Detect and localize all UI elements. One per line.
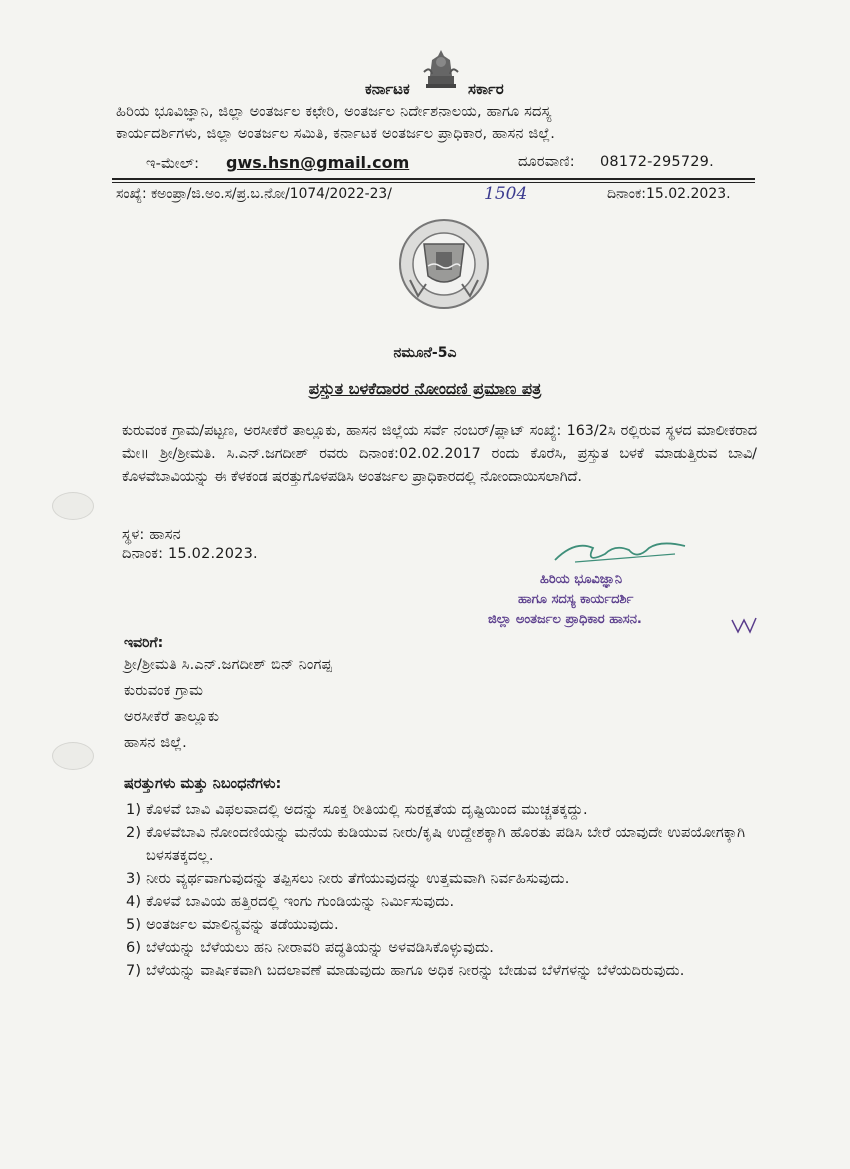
signatory-role: ಹಾಗೂ ಸದಸ್ಯ ಕಾರ್ಯದರ್ಶಿ <box>518 592 634 607</box>
recipient-label: ಇವರಿಗೆ: <box>124 635 164 651</box>
header-rule-thin <box>112 182 755 183</box>
email-label: ಇ-ಮೇಲ್: <box>146 156 200 172</box>
phone-number: 08172-295729. <box>600 154 714 170</box>
issue-date: ದಿನಾಂಕ: 15.02.2023. <box>122 546 258 562</box>
certificate-body: ಕುರುವಂಕ ಗ್ರಾಮ/ಪಟ್ಟಣ, ಅರಸೀಕೆರೆ ತಾಲ್ಲೂಕು, ಹಾಸನ ಜಿಲ್ಲೆಯ ಸರ್ವೆ ನಂಬರ್/ಪ್ಲಾಟ್ ಸಂಖ್ಯೆ: 163/2ಸಿ ರಲ್ಲಿರುವ ಸ್ಥಳದ ಮಾಲೀಕರಾದ ಮೇ॥ ಶ್ರೀ/ಶ್ರೀಮತಿ. ಸಿ.ಎನ್.ಜಗದೀಶ್ ರವರು ದಿನಾಂಕ:02.02.2017 ರಂದು ಕೊರೆಸಿ, ಪ್ರಸ್ತುತ ಬಳಕೆ ಮಾಡುತ್ತಿರುವ ಬಾವಿ/ಕೊಳವೆಬಾವಿಯನ್ನು ಈ ಕೆಳಕಂಡ ಷರತ್ತುಗೊಳಪಡಿಸಿ ಅಂತರ್ಜಲ ಪ್ರಾಧಿಕಾರದಲ್ಲಿ ನೋಂದಾಯಿಸಲಾಗಿದೆ. <box>122 423 757 485</box>
term-item: 4) ಕೊಳವೆ ಬಾವಿಯ ಹತ್ತಿರದಲ್ಲಿ ಇಂಗು ಗುಂಡಿಯನ್ನು ನಿರ್ಮಿಸುವುದು. <box>126 894 455 910</box>
reference-number: ಸಂಖ್ಯೆ: ಕಅಂಪ್ರಾ/ಜಿ.ಅಂ.ಸ/ಪ್ರ.ಬ.ನೋ/1074/2022-23/ <box>116 186 392 202</box>
form-number: ನಮೂನೆ-5ಎ <box>393 345 457 361</box>
phone-label: ದೂರವಾಣಿ: <box>518 154 575 170</box>
term-item: 1) ಕೊಳವೆ ಬಾವಿ ವಿಫಲವಾದಲ್ಲಿ ಅದನ್ನು ಸೂಕ್ತ ರೀತಿಯಲ್ಲಿ ಸುರಕ್ಷತೆಯ ದೃಷ್ಟಿಯಿಂದ ಮುಚ್ಚತಕ್ಕದ್ದು. <box>126 802 588 818</box>
recipient-district: ಹಾಸನ ಜಿಲ್ಲೆ. <box>124 735 187 751</box>
signatory-designation: ಹಿರಿಯ ಭೂವಿಜ್ಞಾನಿ <box>540 572 623 587</box>
signatory-office: ಜಿಲ್ಲಾ ಅಂತರ್ಜಲ ಪ್ರಾಧಿಕಾರ ಹಾಸನ. <box>488 612 642 627</box>
term-item: 7) ಬೆಳೆಯನ್ನು ವಾರ್ಷಿಕವಾಗಿ ಬದಲಾವಣೆ ಮಾಡುವುದು ಹಾಗೂ ಅಧಿಕ ನೀರನ್ನು ಬೇಡುವ ಬೆಳೆಗಳನ್ನು ಬೆಳೆಯದಿರುವುದು. <box>126 963 685 979</box>
term-item: 5) ಅಂತರ್ಜಲ ಮಾಲಿನ್ಯವನ್ನು ತಡೆಯುವುದು. <box>126 917 339 933</box>
term-item: 2) ಕೊಳವೆಬಾವಿ ನೋಂದಣಿಯನ್ನು ಮನೆಯ ಕುಡಿಯುವ ನೀರು/ಕೃಷಿ ಉದ್ದೇಶಕ್ಕಾಗಿ ಹೊರತು ಪಡಿಸಿ ಬೇರೆ ಯಾವುದೇ ಉಪಯೋಗಕ್ಕಾಗಿ ಬಳಸತಕ್ಕದಲ್ಲ. <box>126 825 746 864</box>
office-line-1: ಹಿರಿಯ ಭೂವಿಜ್ಞಾನಿ, ಜಿಲ್ಲಾ ಅಂತರ್ಜಲ ಕಛೇರಿ, ಅಂತರ್ಜಲ ನಿರ್ದೇಶನಾಲಯ, ಹಾಗೂ ಸದಸ್ಯ <box>116 104 552 120</box>
handwritten-signature <box>545 530 695 570</box>
terms-heading: ಷರತ್ತುಗಳು ಮತ್ತು ನಿಬಂಧನೆಗಳು: <box>124 776 282 792</box>
place: ಸ್ಥಳ: ಹಾಸನ <box>122 527 181 543</box>
term-item: 3) ನೀರು ವ್ಯರ್ಥವಾಗುವುದನ್ನು ತಪ್ಪಿಸಲು ನೀರು ತೆಗೆಯುವುದನ್ನು ಉತ್ತಮವಾಗಿ ನಿರ್ವಹಿಸುವುದು. <box>126 871 570 887</box>
state-name-left: ಕರ್ನಾಟಕ <box>365 80 410 98</box>
terms-list <box>126 799 756 983</box>
recipient-village: ಕುರುವಂಕ ಗ್ರಾಮ <box>124 683 204 699</box>
term-item: 6) ಬೆಳೆಯನ್ನು ಬೆಳೆಯಲು ಹನಿ ನೀರಾವರಿ ಪದ್ಧತಿಯನ್ನು ಅಳವಡಿಸಿಕೊಳ್ಳುವುದು. <box>126 940 495 956</box>
reference-date: ದಿನಾಂಕ:15.02.2023. <box>607 186 731 202</box>
certificate-title: ಪ್ರಸ್ತುತ ಬಳಕೆದಾರರ ನೋಂದಣಿ ಪ್ರಮಾಣ ಪತ್ರ <box>308 379 542 398</box>
punch-hole-mark <box>52 742 94 770</box>
authority-seal-logo <box>398 218 490 310</box>
handwritten-inward-no: 1504 <box>484 184 528 204</box>
punch-hole-mark <box>52 492 94 520</box>
email-link[interactable]: gws.hsn@gmail.com <box>226 153 410 172</box>
initials-mark <box>728 612 768 636</box>
state-emblem <box>420 46 462 90</box>
header-rule <box>112 178 755 180</box>
state-name-right: ಸರ್ಕಾರ <box>468 80 504 98</box>
recipient-name: ಶ್ರೀ/ಶ್ರೀಮತಿ ಸಿ.ಎನ್.ಜಗದೀಶ್ ಬಿನ್ ನಿಂಗಪ್ಪ <box>124 657 333 673</box>
recipient-taluk: ಅರಸೀಕೆರೆ ತಾಲ್ಲೂಕು <box>124 709 220 725</box>
office-line-2: ಕಾರ್ಯದರ್ಶಿಗಳು, ಜಿಲ್ಲಾ ಅಂತರ್ಜಲ ಸಮಿತಿ, ಕರ್ನಾಟಕ ಅಂತರ್ಜಲ ಪ್ರಾಧಿಕಾರ, ಹಾಸನ ಜಿಲ್ಲೆ. <box>116 126 556 142</box>
